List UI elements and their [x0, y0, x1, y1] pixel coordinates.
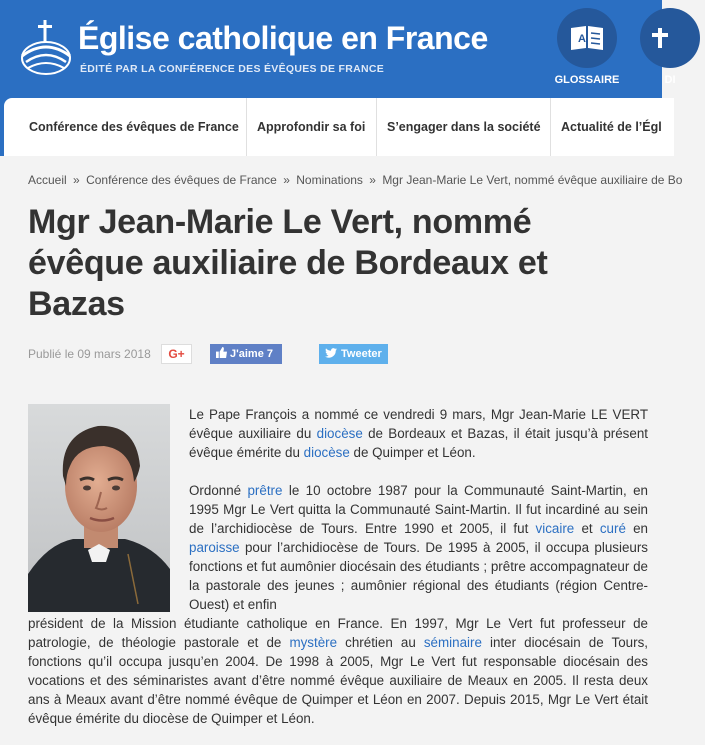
page-title [28, 202, 628, 325]
main-navigation [0, 98, 662, 156]
title-line: évêque auxiliaire de Bordeaux et [28, 244, 548, 282]
link-diocese[interactable]: diocèse [316, 426, 363, 441]
glossary-button[interactable] [552, 8, 622, 86]
nav-item-actualite[interactable]: Actualité de l’Égl [561, 120, 662, 134]
portrait-illustration [28, 404, 170, 612]
svg-text:A: A [578, 33, 586, 45]
link-mystere[interactable]: mystère [289, 635, 338, 650]
title-line: Mgr Jean-Marie Le Vert, nommé [28, 203, 532, 241]
bishop-portrait-photo [28, 404, 170, 612]
nav-item-approfondir[interactable]: Approfondir sa foi [257, 120, 366, 134]
breadcrumb-separator: » [369, 173, 376, 187]
site-title[interactable]: Église catholique en France [78, 20, 488, 56]
site-header [0, 0, 676, 98]
book-icon [569, 24, 605, 52]
link-vicaire[interactable]: vicaire [535, 521, 575, 536]
link-diocese[interactable]: diocèse [303, 445, 350, 460]
breadcrumb-nominations[interactable]: Nominations [296, 173, 363, 187]
nav-divider [550, 98, 551, 156]
link-seminaire[interactable]: séminaire [423, 635, 482, 650]
link-cure[interactable]: curé [599, 521, 626, 536]
link-pretre[interactable]: prêtre [247, 483, 283, 498]
nav-item-conference[interactable]: Conférence des évêques de France [29, 120, 239, 134]
nav-divider [246, 98, 247, 156]
thumbs-up-icon [216, 347, 227, 358]
twitter-tweet-button[interactable]: Tweeter [319, 344, 388, 364]
article-paragraph-2: Ordonné prêtre le 10 octobre 1987 pour la Communauté Saint-Martin, en 1995 Mgr Le Vert quitta la Communauté Saint-Martin. Il fut incardiné au sein de l’archidiocèse de Tours. Entre 1990 et 2005, il fut vicaire et curé en paroisse pour l’archidiocèse de Tours. De 1995 à 2005, il occupa plusieurs fonctions et fut aumônier diocésain des étudiants ; prêtre accompagnateur de la pastorale des jeunes ; aumônier régional des étudiants (région Centre-Ouest) et enfin [189, 483, 649, 612]
breadcrumb-conference[interactable]: Conférence des évêques de France [86, 173, 277, 187]
title-line: Bazas [28, 285, 125, 323]
glossary-label: GLOSSAIRE [554, 74, 620, 86]
breadcrumb-separator: » [73, 173, 80, 187]
google-plus-share-button[interactable]: G+ [161, 344, 192, 364]
church-logo-icon[interactable] [18, 18, 74, 76]
breadcrumb-current: Mgr Jean-Marie Le Vert, nommé évêque auxiliaire de Bo [382, 173, 683, 187]
article-paragraph-1: Le Pape François a nommé ce vendredi 9 mars, Mgr Jean-Marie LE VERT évêque auxiliaire du diocèse de Bordeaux et Bazas, il était jusqu’à présent évêque émérite du diocèse de Quimper et Léon. [189, 407, 648, 460]
facebook-like-button[interactable]: J'aime 7 [210, 344, 282, 364]
site-subtitle: ÉDITÉ PAR LA CONFÉRENCE DES ÉVÊQUES DE FRANCE [80, 63, 385, 75]
twitter-bird-icon [325, 348, 337, 358]
breadcrumb-separator: » [283, 173, 290, 187]
nav-item-engager[interactable]: S’engager dans la société [387, 120, 541, 134]
breadcrumb-home[interactable]: Accueil [28, 173, 67, 187]
second-header-label: DI [664, 74, 676, 86]
second-header-button[interactable] [635, 8, 705, 86]
article-meta [28, 344, 648, 364]
article-paragraph-2-continued: président de la Mission étudiante catholique en France. En 1997, Mgr Le Vert fut professeur de patrologie, de théologie pastorale et de mystère chrétien au séminaire inter diocésain de Tours, fonctions qu’il occupa jusqu’en 2004. De 1998 à 2005, Mgr Le Vert fut responsable diocésain des vocations et des séminaristes avant d’être nommé évêque auxiliaire de Meaux en 2005. Il resta deux ans à Meaux avant d’être nommé évêque de Quimper et Léon en 2007. Depuis 2015, Mgr Le Vert était évêque émérite du diocèse de Quimper et Léon. [28, 616, 648, 726]
nav-divider [376, 98, 377, 156]
publication-date: Publié le 09 mars 2018 [28, 347, 151, 361]
link-paroisse[interactable]: paroisse [189, 540, 240, 555]
breadcrumb [28, 173, 682, 187]
cross-icon [648, 26, 672, 50]
